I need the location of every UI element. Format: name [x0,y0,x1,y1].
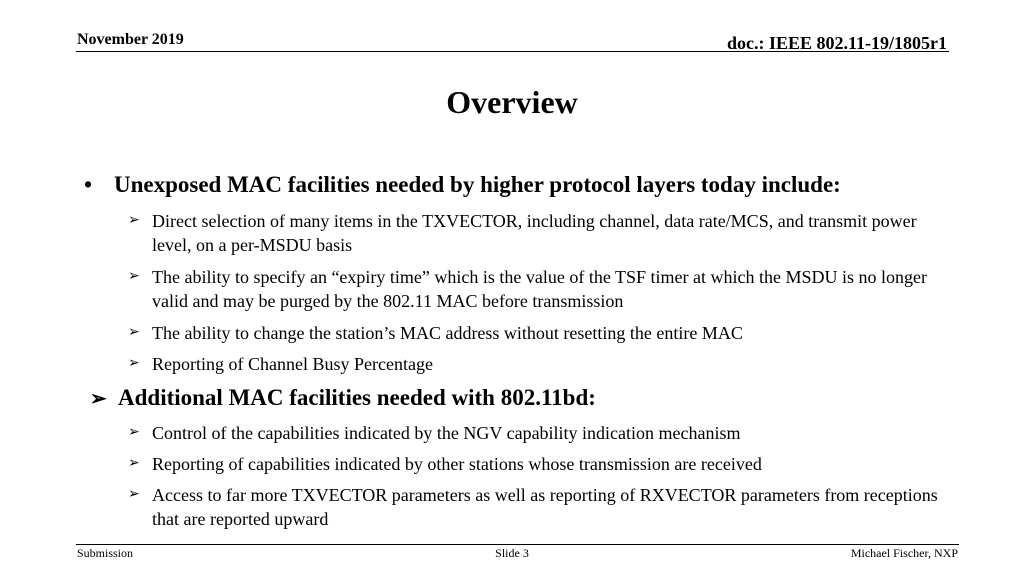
footer-left: Submission [77,546,134,560]
footer-divider [76,544,959,545]
heading-text: Additional MAC facilities needed with 802.11bd: [118,385,596,410]
heading-text: Unexposed MAC facilities needed by higher protocol layers today include: [114,172,841,197]
slide-number: Slide 3 [495,546,529,560]
list-item [128,321,952,345]
list-item-text: The ability to change the station’s MAC address without resetting the entire MAC [152,323,743,343]
slide-title: Overview [446,84,578,120]
arrow-bullet-icon: ➢ [128,269,140,284]
arrow-bullet-icon: ➢ [90,388,107,410]
list-item-text: Control of the capabilities indicated by the NGV capability indication mechanism [152,423,741,443]
list-item [128,352,952,376]
arrow-bullet-icon: ➢ [128,325,140,340]
arrow-bullet-icon: ➢ [128,425,140,440]
list-item-text: Reporting of Channel Busy Percentage [152,354,433,374]
bullet-heading-2 [90,385,596,411]
arrow-bullet-icon: ➢ [128,487,140,502]
bullet-heading-1 [84,172,841,198]
list-item-text: Access to far more TXVECTOR parameters as well as reporting of RXVECTOR parameters from receptions that are reported upward [152,485,938,529]
header-date: November 2019 [77,31,184,48]
arrow-bullet-icon: ➢ [128,213,140,228]
list-item [128,452,952,476]
list-item-text: The ability to specify an “expiry time” which is the value of the TSF timer at which the MSDU is no longer valid and may be purged by the 802.11 MAC before transmission [152,267,928,311]
list-item [128,209,952,257]
footer-author: Michael Fischer, NXP [850,546,958,560]
list-item [128,483,952,531]
bullet-dot-icon: • [84,172,93,197]
arrow-bullet-icon: ➢ [128,356,140,371]
list-item-text: Direct selection of many items in the TXVECTOR, including channel, data rate/MCS, and transmit power level, on a per-MSDU basis [152,211,917,255]
arrow-bullet-icon: ➢ [128,456,140,471]
list-item [128,265,952,313]
list-item [128,421,952,445]
header-doc-id: doc.: IEEE 802.11-19/1805r1 [726,33,947,53]
header-divider [76,51,949,52]
list-item-text: Reporting of capabilities indicated by other stations whose transmission are received [152,454,762,474]
